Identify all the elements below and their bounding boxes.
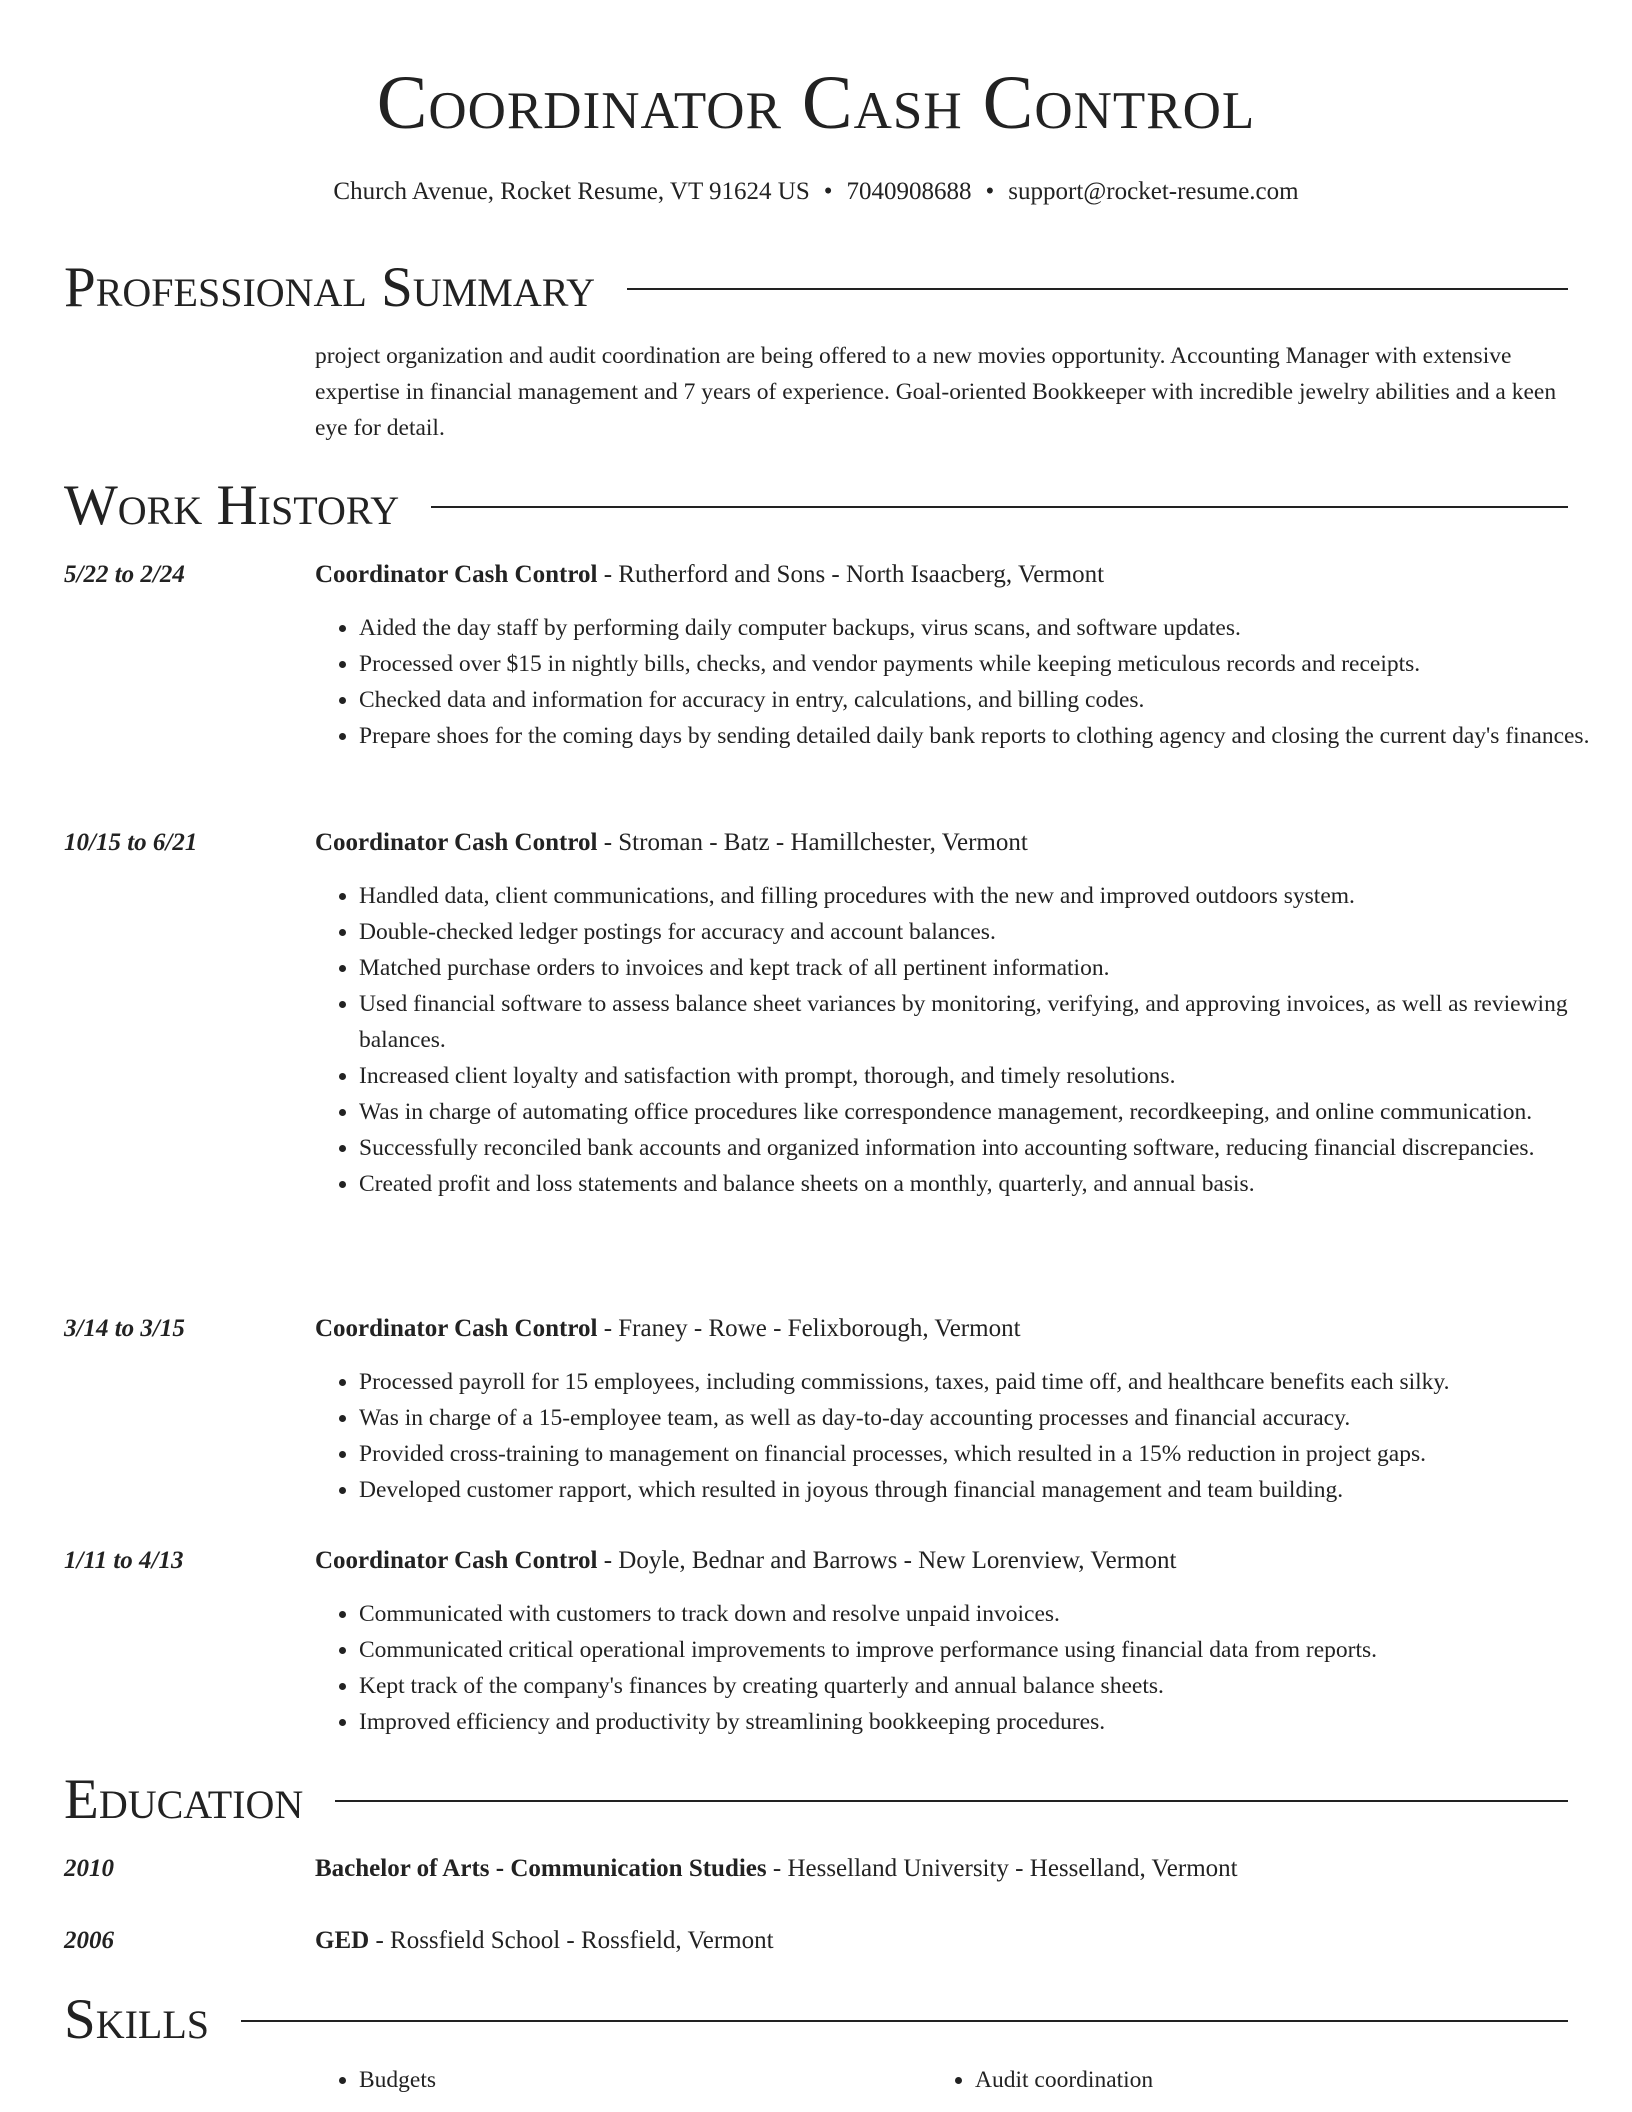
list-item: • Used financial software to assess balance sheet variances by monitoring, verifying, and approving invoices, as well as reviewing balances. [359,986,1609,1058]
job-company: - Franey - Rowe - Felixborough, Vermont [597,1315,1021,1342]
summary-text: project organization and audit coordination are being offered to a new movies opportunity. Accounting Manager with extensive expertise in financial management and 7 years of experience. Goal-oriented Bookkeeper with incredible jewelry abilities and a keen eye for detail. [315,343,1557,441]
list-item: • Prepare shoes for the coming days by sending detailed daily bank reports to clothing agency and closing the current day's finances. [359,718,1609,754]
section-divider [335,1800,1568,1802]
email: support@rocket-resume.com [1008,178,1299,205]
education-school: - Hesselland University - Hesselland, Vermont [766,1855,1238,1882]
job-dates: 10/15 to 6/21 [64,829,198,856]
job-bullets [315,878,1609,1202]
education-line [315,1852,1565,1886]
job-company: - Doyle, Bednar and Barrows - New Lorenview, Vermont [597,1547,1177,1574]
contact-line [0,175,1632,209]
list-item: • Increased client loyalty and satisfaction with prompt, thorough, and timely resolutions. [359,1058,1609,1094]
education-school: - Rossfield School - Rossfield, Vermont [369,1927,774,1954]
skills-list-right [931,2062,1153,2098]
section-title: Education [64,1768,304,1831]
list-item: • Handled data, client communications, and filling procedures with the new and improved outdoors system. [359,878,1609,914]
skill-item: • Budgets [359,2062,436,2098]
list-item: • Improved efficiency and productivity by streamlining bookkeeping procedures. [359,1704,1609,1740]
list-item: • Created profit and loss statements and balance sheets on a monthly, quarterly, and annual basis. [359,1166,1609,1202]
list-item: • Processed payroll for 15 employees, including commissions, taxes, paid time off, and healthcare benefits each silky. [359,1364,1609,1400]
job-dates: 3/14 to 3/15 [64,1315,185,1342]
section-header-work-history [64,473,1568,539]
job-bullets [315,610,1609,754]
job-role-line [315,1312,1565,1346]
list-item: • Communicated critical operational improvements to improve performance using financial data from reports. [359,1632,1609,1668]
list-item: • Aided the day staff by performing daily computer backups, virus scans, and software updates. [359,610,1609,646]
job-title: Coordinator Cash Control [315,1547,598,1574]
job-role-line [315,826,1565,860]
section-divider [241,2020,1568,2022]
job-dates: 5/22 to 2/24 [64,561,185,588]
job-title: Coordinator Cash Control [315,829,598,856]
list-item: • Checked data and information for accuracy in entry, calculations, and billing codes. [359,682,1609,718]
education-degree: GED [315,1927,370,1954]
job-role-line [315,558,1565,592]
list-item: • Was in charge of automating office procedures like correspondence management, recordkeeping, and online communication. [359,1094,1609,1130]
list-item: • Provided cross-training to management on financial processes, which resulted in a 15% reduction in project gaps. [359,1436,1609,1472]
list-item: • Processed over $15 in nightly bills, checks, and vendor payments while keeping meticulous records and receipts. [359,646,1609,682]
job-bullets [315,1596,1609,1740]
job-title: Coordinator Cash Control [315,561,598,588]
address: Church Avenue, Rocket Resume, VT 91624 US [333,178,810,205]
list-item: • Matched purchase orders to invoices and kept track of all pertinent information. [359,950,1609,986]
skills-list-left [315,2062,436,2098]
section-title: Skills [64,1988,210,2051]
separator: • [985,178,995,205]
education-year: 2006 [64,1927,114,1954]
list-item: • Kept track of the company's finances by creating quarterly and annual balance sheets. [359,1668,1609,1704]
section-divider [431,506,1568,508]
list-item: • Double-checked ledger postings for accuracy and account balances. [359,914,1609,950]
section-divider [627,288,1568,290]
job-bullets [315,1364,1609,1508]
job-title: Coordinator Cash Control [315,1315,598,1342]
job-dates: 1/11 to 4/13 [64,1547,184,1574]
job-company: - Stroman - Batz - Hamillchester, Vermont [597,829,1028,856]
list-item: • Successfully reconciled bank accounts and organized information into accounting software, reducing financial discrepancies. [359,1130,1609,1166]
list-item: • Communicated with customers to track down and resolve unpaid invoices. [359,1596,1609,1632]
section-header-skills [64,1987,1568,2053]
job-company: - Rutherford and Sons - North Isaacberg, Vermont [597,561,1105,588]
section-title: Professional Summary [64,256,596,319]
list-item: • Was in charge of a 15-employee team, as well as day-to-day accounting processes and financial accuracy. [359,1400,1609,1436]
job-role-line [315,1544,1565,1578]
section-header-education [64,1767,1568,1833]
section-header-summary [64,255,1568,321]
section-title: Work History [64,474,400,537]
education-degree: Bachelor of Arts - Communication Studies [315,1855,767,1882]
phone: 7040908688 [846,178,972,205]
separator: • [823,178,833,205]
education-year: 2010 [64,1855,114,1882]
candidate-name: Coordinator Cash Control [376,61,1256,145]
education-line [315,1924,1565,1958]
list-item: • Developed customer rapport, which resulted in joyous through financial management and team building. [359,1472,1609,1508]
skill-item: • Audit coordination [975,2062,1153,2098]
